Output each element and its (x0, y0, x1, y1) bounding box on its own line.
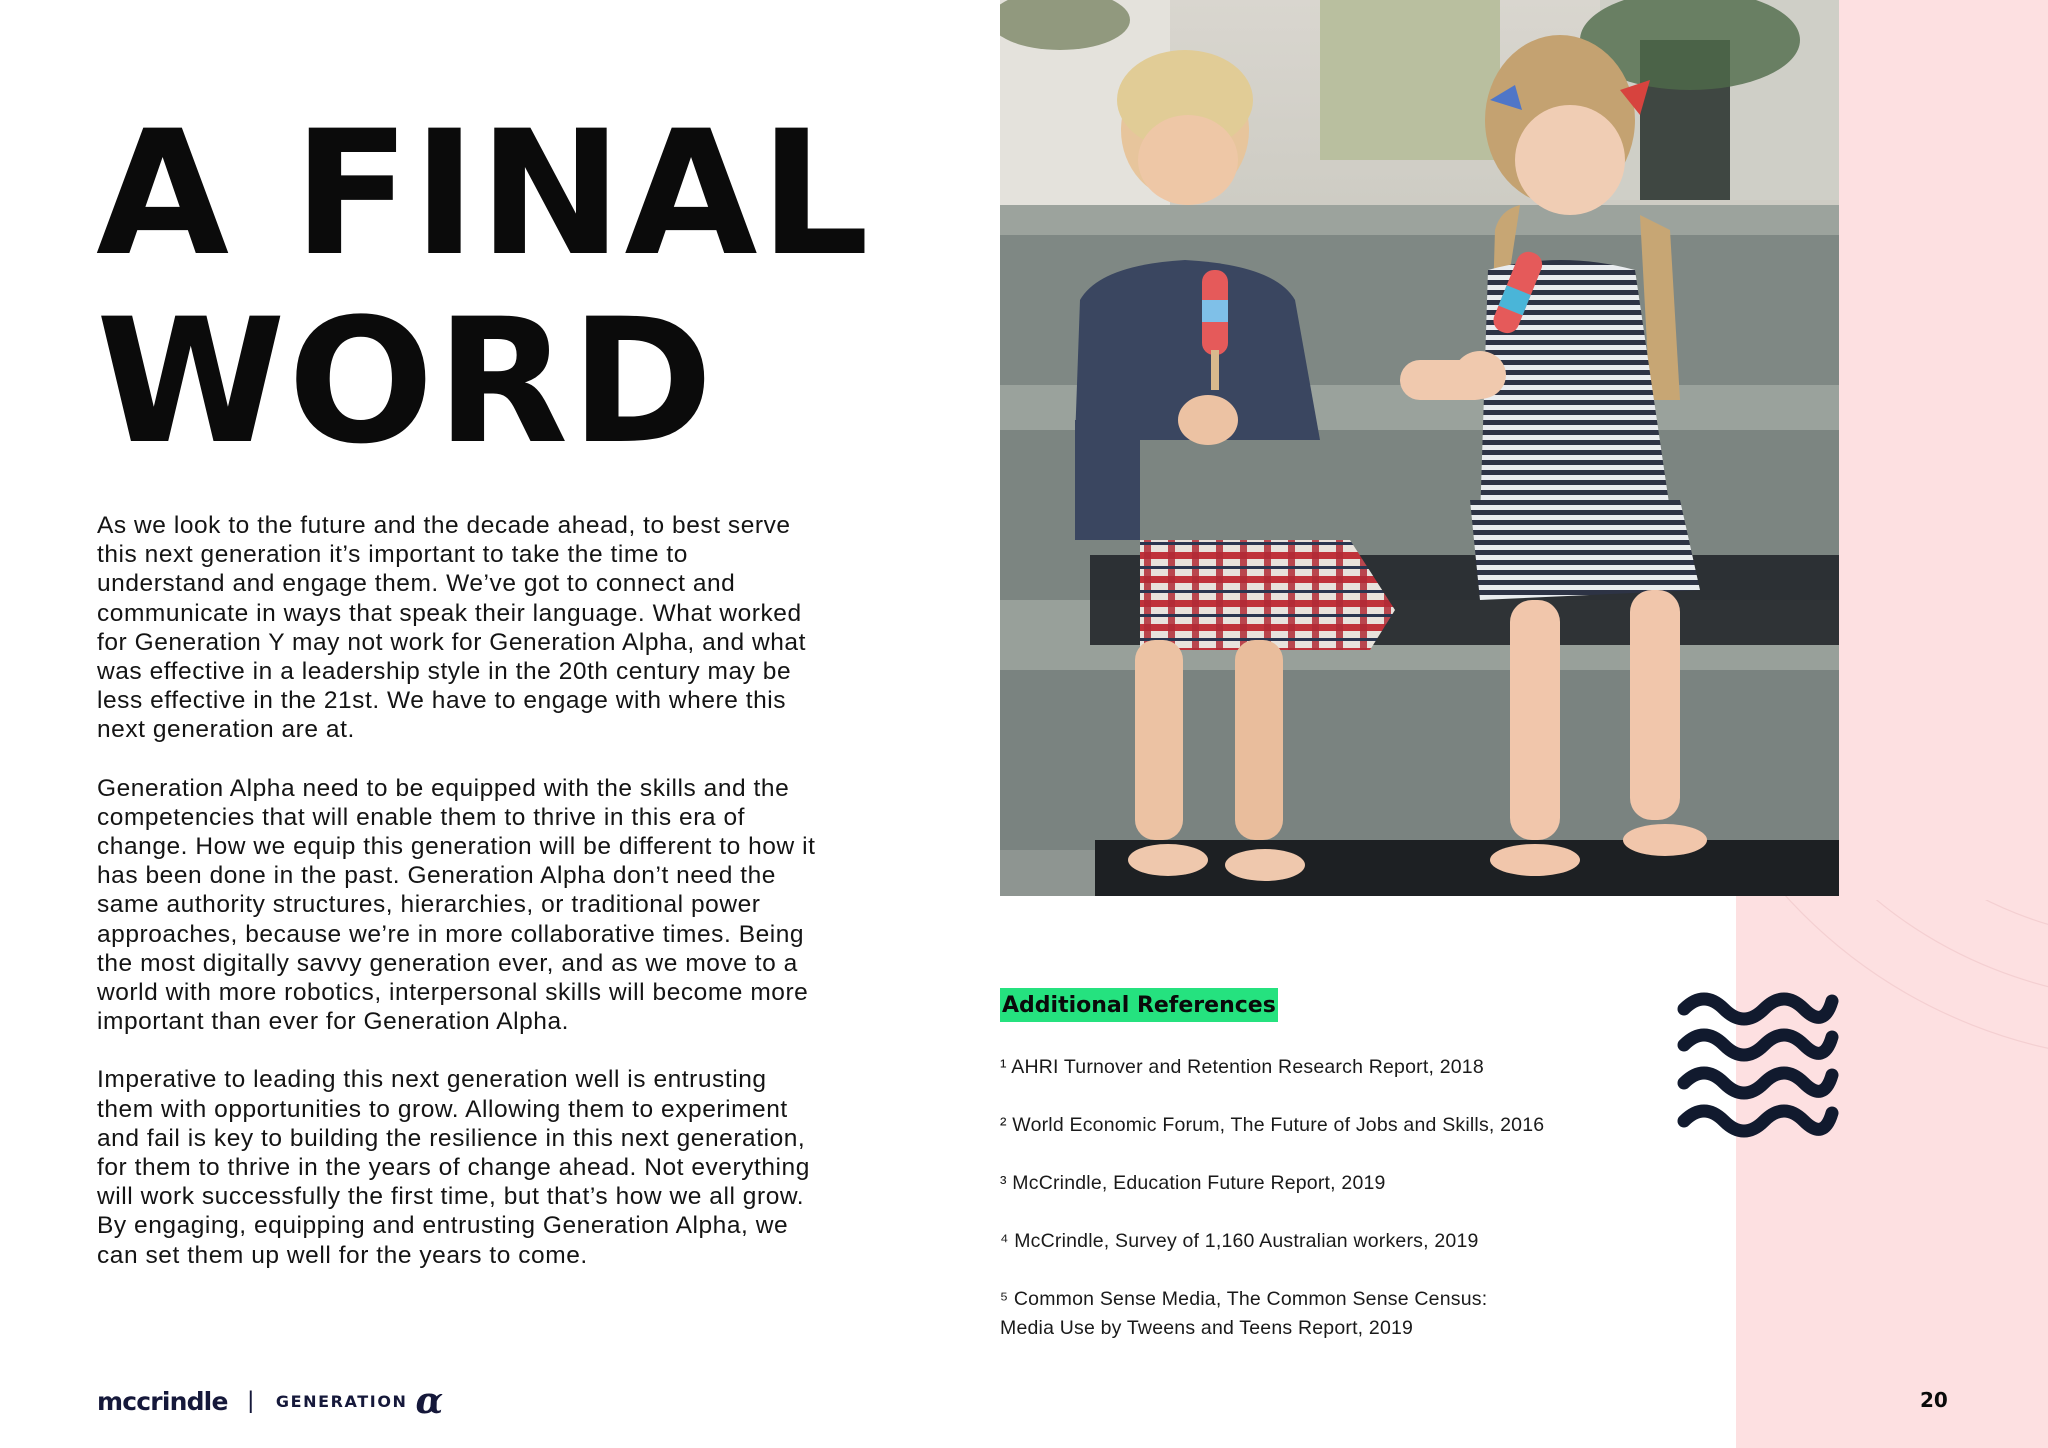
generation-label: GENERATION (275, 1391, 408, 1411)
body-text (97, 511, 817, 1299)
reference-item-3: ³ McCrindle, Education Future Report, 2019 (1000, 1172, 1386, 1194)
footer-branding (97, 1380, 444, 1422)
references-list (1000, 1053, 1640, 1372)
footer-separator: | (247, 1387, 254, 1414)
body-paragraph-1: As we look to the future and the decade ahead, to best serve this next generation it’s important to take the time to understand and engage them. We’ve got to connect and communicate in ways that speak their language. What worked for Generation Y may not work for Generation Alpha, and what was effective in a leadership style in the 20th century may be less effective in the 21st. We have to engage with where this next generation are at. (97, 512, 806, 744)
body-paragraph-2: Generation Alpha need to be equipped with the skills and the competencies that will enable them to thrive in this era of change. How we equip this generation will be different to how it has been done in the past. Generation Alpha don’t need the same authority structures, hierarchies, or traditional power approaches, because we’re in more collaborative times. Being the most digitally savvy generation ever, and as we move to a world with more robotics, interpersonal skills will become more important than ever for Generation Alpha. (97, 774, 816, 1036)
page-number: 20 (1920, 1388, 1948, 1412)
body-paragraph-3: Imperative to leading this next generation well is entrusting them with opportunities to grow. Allowing them to experiment and fail is key to building the resilience in this next generation, for them to thrive in the years of change ahead. Not everything will work successfully the first time, but that’s how we all grow. By engaging, equipping and entrusting Generation Alpha, we can set them up well for the years to come. (97, 1066, 810, 1269)
page-title: A FINAL WORD (96, 93, 872, 482)
reference-item-4: ⁴ McCrindle, Survey of 1,160 Australian workers, 2019 (1000, 1230, 1479, 1252)
references-heading: Additional References (1000, 988, 1278, 1022)
reference-item-1: ¹ AHRI Turnover and Retention Research Report, 2018 (1000, 1056, 1484, 1078)
children-with-popsicles-photo (1000, 0, 1839, 896)
pink-panel-top (1838, 0, 2048, 900)
alpha-symbol: α (415, 1380, 444, 1422)
waves-icon (1676, 985, 1840, 1147)
reference-item-5: ⁵ Common Sense Media, The Common Sense Census: Media Use by Tweens and Teens Report, 2019 (1000, 1288, 1488, 1339)
mccrindle-logo: mccrindle (97, 1386, 228, 1416)
reference-item-2: ² World Economic Forum, The Future of Jobs and Skills, 2016 (1000, 1114, 1545, 1136)
